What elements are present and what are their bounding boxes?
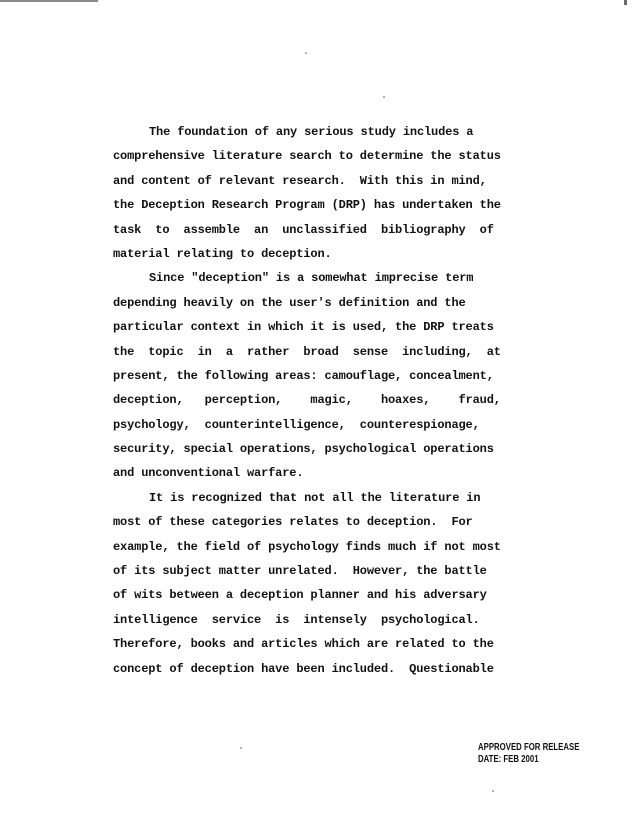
text-line: particular context in which it is used, the DRP treats: [113, 320, 494, 335]
text-line: the topic in a rather broad sense including, at: [113, 344, 501, 359]
text-line: example, the field of psychology finds much if not most: [113, 539, 501, 554]
text-line: The foundation of any serious study includes a: [149, 125, 474, 139]
text-line: and unconventional warfare.: [113, 466, 304, 481]
document-body: [113, 120, 523, 681]
text-line: of wits between a deception planner and his adversary: [113, 588, 487, 603]
text-line: most of these categories relates to deception. For: [113, 515, 473, 530]
text-line: psychology, counterintelligence, counterespionage,: [113, 417, 480, 432]
release-stamp: [478, 742, 579, 766]
text-line: task to assemble an unclassified bibliography of: [113, 222, 494, 237]
text-line: concept of deception have been included. Questionable: [113, 661, 494, 676]
text-line: depending heavily on the user's definition and the: [113, 295, 466, 310]
text-line: the Deception Research Program (DRP) has undertaken the: [113, 198, 501, 213]
release-stamp-line1: APPROVED FOR RELEASE: [478, 742, 580, 753]
scan-speck: [383, 96, 385, 98]
scan-speck: [492, 790, 494, 792]
text-line: security, special operations, psychological operations: [113, 442, 494, 457]
scan-edge-mark: [624, 0, 627, 5]
text-line: intelligence service is intensely psychological.: [113, 612, 480, 627]
scan-edge-rule: [0, 0, 98, 2]
text-line: It is recognized that not all the literature in: [149, 490, 481, 505]
release-stamp-line2: DATE: FEB 2001: [478, 754, 539, 765]
text-line: Therefore, books and articles which are related to the: [113, 637, 494, 652]
text-line: of its subject matter unrelated. However, the battle: [113, 564, 487, 579]
text-line: material relating to deception.: [113, 246, 332, 261]
text-line: and content of relevant research. With this in mind,: [113, 173, 487, 188]
text-line: comprehensive literature search to determine the status: [113, 149, 501, 164]
text-line: present, the following areas: camouflage, concealment,: [113, 368, 494, 383]
scan-speck: [305, 52, 307, 54]
scan-speck: [240, 747, 242, 749]
text-line: Since "deception" is a somewhat imprecise term: [149, 271, 474, 286]
text-line: deception, perception, magic, hoaxes, fraud,: [113, 393, 501, 408]
